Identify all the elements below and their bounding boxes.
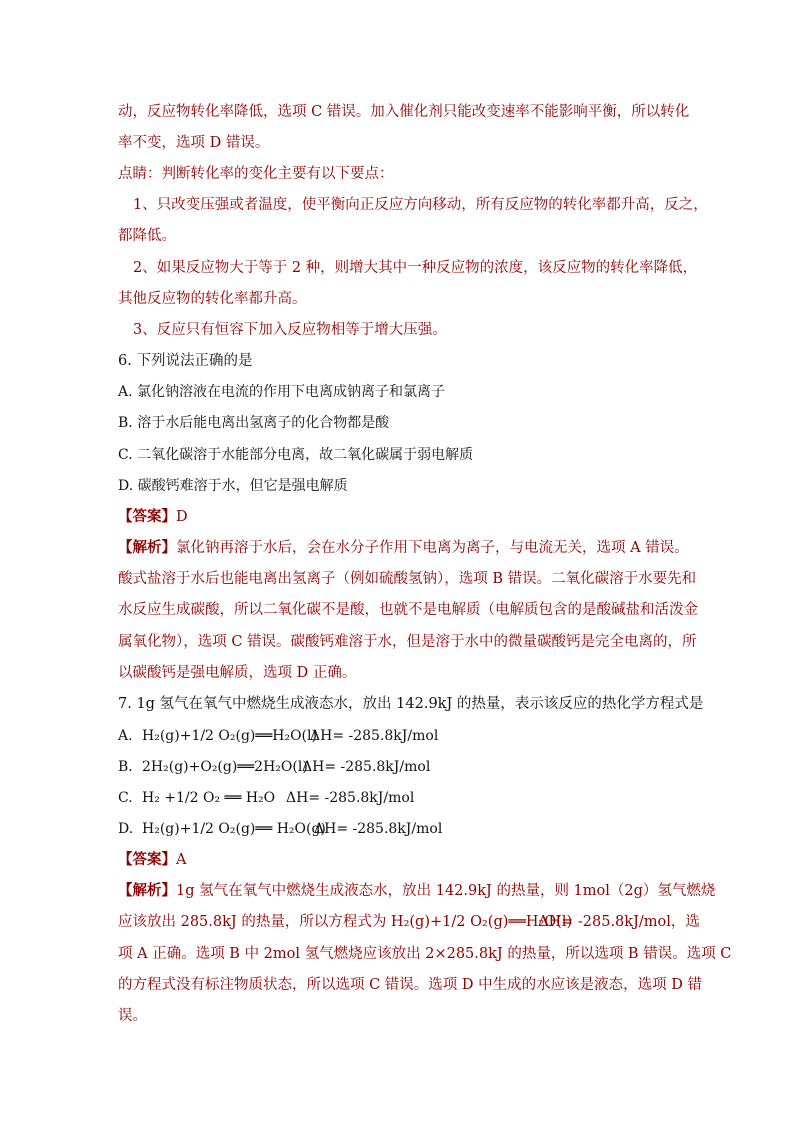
answer-value: A bbox=[176, 852, 187, 868]
analysis-tag: 【解析】 bbox=[118, 539, 176, 556]
enthalpy: ΔH= -285.8kJ/mol bbox=[310, 728, 439, 744]
q6-analysis bbox=[118, 538, 689, 558]
enthalpy: ΔH= -285.8kJ/mol bbox=[302, 759, 431, 775]
q7-option-d bbox=[118, 819, 443, 839]
tip-point-3: 3、反应只有恒容下加入反应物相等于增大压强。 bbox=[133, 322, 447, 338]
option-label: B. bbox=[118, 759, 133, 775]
q7-analysis bbox=[118, 881, 715, 901]
q7-option-a bbox=[118, 726, 439, 746]
question-7-stem: 7. 1g 氢气在氧气中燃烧生成液态水，放出 142.9kJ 的热量，表示该反应的热化学方程式是 bbox=[118, 696, 704, 712]
enthalpy: ΔH= -285.8kJ/mol bbox=[314, 821, 443, 837]
q7-answer bbox=[118, 850, 186, 870]
tip-point-2: 2、如果反应物大于等于 2 种，则增大其中一种反应物的浓度，该反应物的转化率降低， bbox=[133, 260, 698, 276]
option-label: A. bbox=[118, 728, 133, 744]
text-line: 率不变，选项 D 错误。 bbox=[118, 135, 270, 151]
analysis-line: 属氧化物），选项 C 错误。碳酸钙难溶于水，但是溶于水中的微量碳酸钙是完全电离的，所 bbox=[118, 634, 697, 650]
analysis-line bbox=[118, 912, 700, 932]
option-label: D. bbox=[118, 821, 134, 837]
text-line: 都降低。 bbox=[118, 228, 176, 244]
analysis-line: 的方程式没有标注物质状态，所以选项 C 错误。选项 D 中生成的水应该是液态，选项 D 错 bbox=[118, 977, 702, 993]
analysis-line: 以碳酸钙是强电解质，选项 D 正确。 bbox=[118, 665, 357, 681]
equation: H₂(g)+1/2 O₂(g)══ H₂O(g) bbox=[142, 821, 326, 837]
equation: H₂ +1/2 O₂ ══ H₂O bbox=[142, 790, 276, 806]
equation: 2H₂(g)+O₂(g)══2H₂O(l) bbox=[142, 759, 308, 775]
q6-option-d: D. 碳酸钙难溶于水，但它是强电解质 bbox=[118, 478, 348, 494]
tip-heading: 点睛：判断转化率的变化主要有以下要点： bbox=[118, 166, 394, 182]
text-line: 其他反应物的转化率都升高。 bbox=[118, 291, 307, 307]
analysis-line: 酸式盐溶于水后也能电离出氢离子（例如硫酸氢钠），选项 B 错误。二氧化碳溶于水要先和 bbox=[118, 571, 697, 587]
analysis-line: 误。 bbox=[118, 1008, 147, 1024]
answer-tag: 【答案】 bbox=[118, 851, 176, 868]
analysis-text: ΔH= -285.8kJ/mol，选 bbox=[538, 914, 700, 930]
q6-option-b: B. 溶于水后能电离出氢离子的化合物都是酸 bbox=[118, 415, 390, 431]
q6-option-a: A. 氯化钠溶液在电流的作用下电离成钠离子和氯离子 bbox=[118, 384, 446, 400]
q7-option-b bbox=[118, 757, 431, 777]
enthalpy: ΔH= -285.8kJ/mol bbox=[286, 790, 415, 806]
option-label: C. bbox=[118, 790, 133, 806]
answer-tag: 【答案】 bbox=[118, 508, 176, 525]
q7-option-c bbox=[118, 788, 415, 808]
equation: H₂(g)+1/2 O₂(g)══H₂O(l) bbox=[142, 728, 317, 744]
analysis-line: 水反应生成碳酸，所以二氧化碳不是酸，也就不是电解质（电解质包含的是酸碱盐和活泼金 bbox=[118, 602, 698, 618]
analysis-text: 应该放出 285.8kJ 的热量，所以方程式为 H₂(g)+1/2 O₂(g)══H₂O(l) bbox=[118, 914, 573, 930]
analysis-text: 1g 氢气在氧气中燃烧生成液态水，放出 142.9kJ 的热量，则 1mol（2g）氢气燃烧 bbox=[176, 883, 716, 899]
analysis-text: 氯化钠再溶于水后，会在水分子作用下电离为离子，与电流无关，选项 A 错误。 bbox=[176, 540, 689, 556]
analysis-line: 项 A 正确。选项 B 中 2mol 氢气燃烧应该放出 2×285.8kJ 的热量，所以选项 B 错误。选项 C bbox=[118, 946, 732, 962]
analysis-tag: 【解析】 bbox=[118, 882, 176, 899]
q6-answer bbox=[118, 507, 188, 527]
q6-option-c: C. 二氧化碳溶于水能部分电离，故二氧化碳属于弱电解质 bbox=[118, 447, 474, 463]
question-6-stem: 6. 下列说法正确的是 bbox=[118, 353, 253, 369]
answer-value: D bbox=[176, 509, 188, 525]
tip-point-1: 1、只改变压强或者温度，使平衡向正反应方向移动，所有反应物的转化率都升高，反之， bbox=[133, 197, 708, 213]
text-line: 动，反应物转化率降低，选项 C 错误。加入催化剂只能改变速率不能影响平衡，所以转化 bbox=[118, 104, 690, 120]
